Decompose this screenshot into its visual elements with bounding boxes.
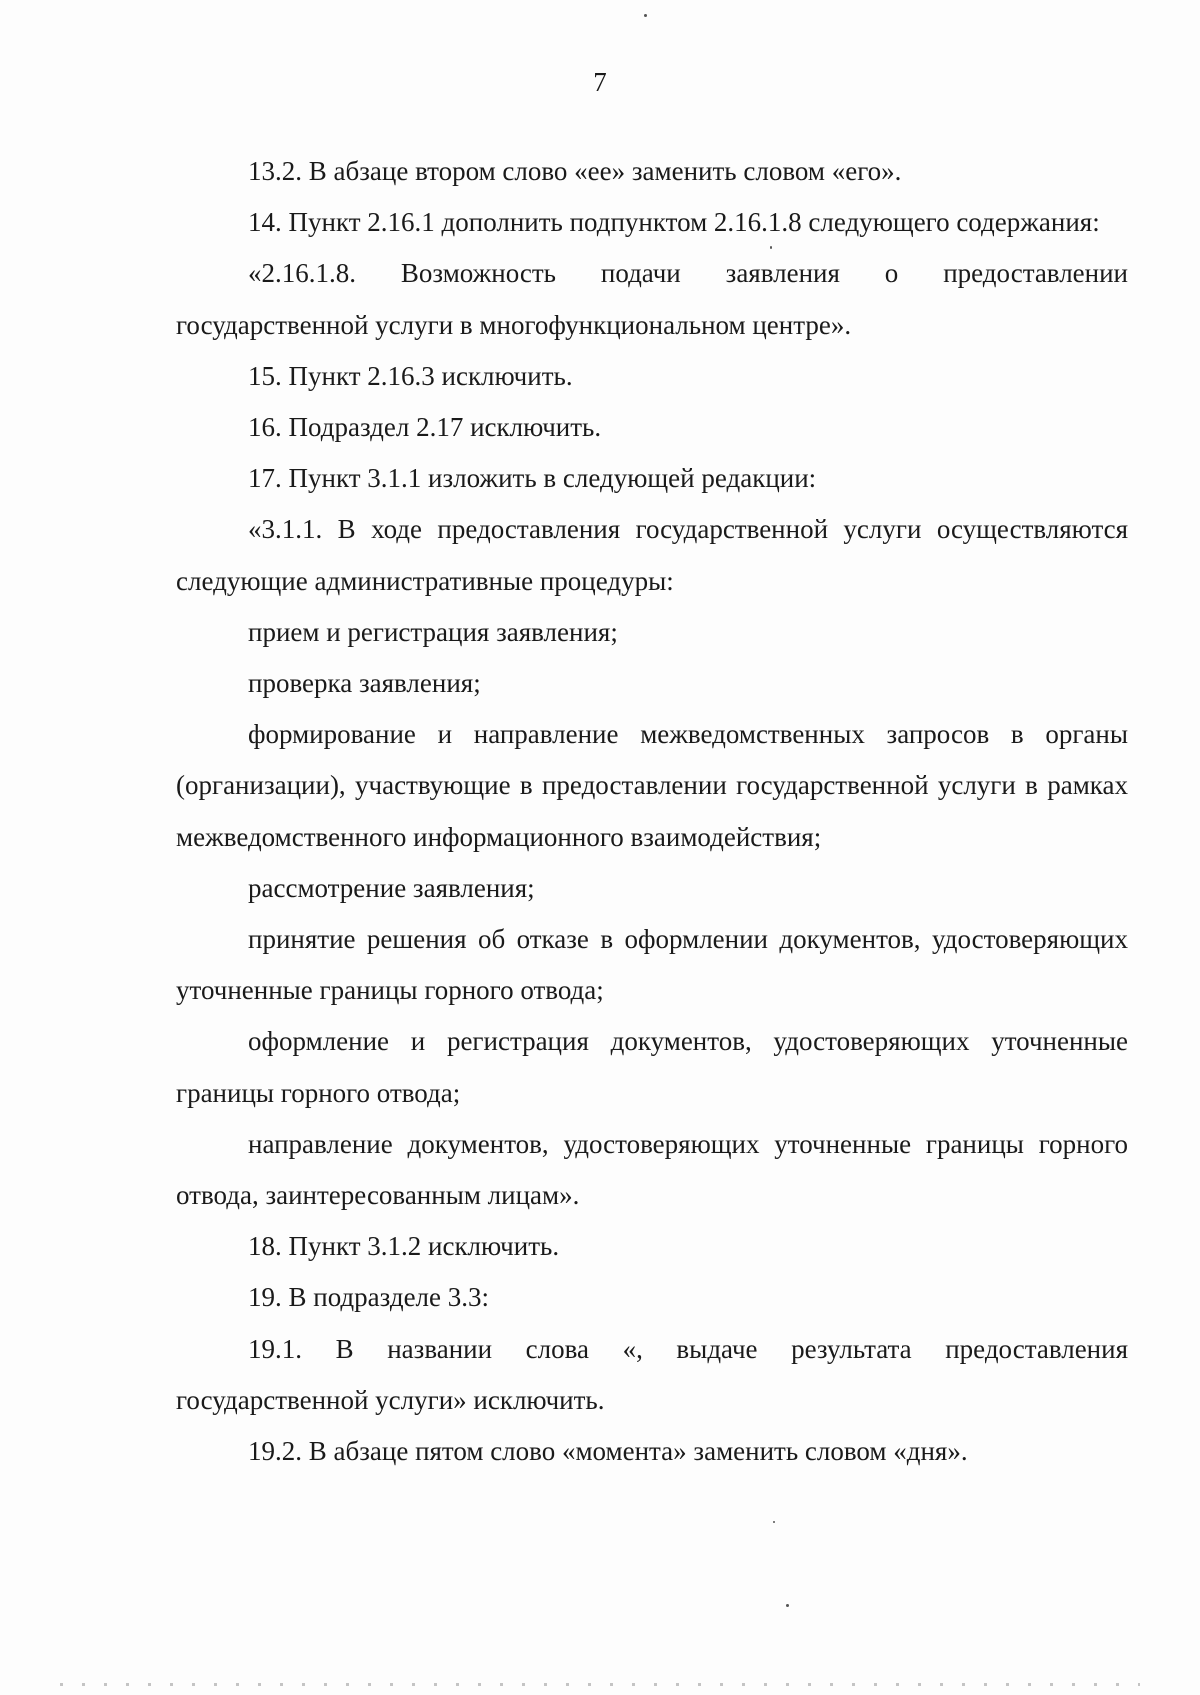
paragraph: 19.1. В названии слова «, выдаче результата предоставления государственной услуги» исключить. [176,1333,1128,1415]
paragraph: 18. Пункт 3.1.2 исключить. [248,1231,560,1262]
list-item: проверка заявления; [248,668,481,699]
paragraph: «3.1.1. В ходе предоставления государственной услуги осуществляются следующие административные процедуры: [176,514,1128,596]
paragraph: «2.16.1.8. Возможность подачи заявления о предоставлении государственной услуги в многофункциональном центре». [176,258,1128,340]
document-body [176,146,1128,1477]
page-number: 7 [593,67,607,97]
paragraph: 19. В подразделе 3.3: [248,1282,490,1313]
scan-speck [644,14,647,17]
list-item: оформление и регистрация документов, удостоверяющих уточненные границы горного отвода; [176,1026,1128,1108]
paragraph: 15. Пункт 2.16.3 исключить. [248,360,573,391]
list-item: направление документов, удостоверяющих уточненные границы горного отвода, заинтересованным лицам». [176,1128,1128,1211]
list-item: формирование и направление межведомственных запросов в органы (организации), участвующие в предоставлении государственной услуги в рамках межведомственного информационного взаимодействия; [176,719,1128,852]
paragraph: 19.2. В абзаце пятом слово «момента» заменить словом «дня». [248,1436,968,1467]
paragraph: 16. Подраздел 2.17 исключить. [248,412,602,443]
scan-speck [786,1604,789,1607]
scan-speck [773,1521,775,1523]
paragraph: 13.2. В абзаце втором слово «ее» заменить словом «его». [248,156,902,186]
scan-edge-noise [60,1683,1140,1686]
list-item: принятие решения об отказе в оформлении документов, удостоверяющих уточненные границы горного отвода; [176,924,1128,1006]
scan-speck [770,246,772,249]
paragraph: 17. Пункт 3.1.1 изложить в следующей редакции: [248,463,817,494]
paragraph: 14. Пункт 2.16.1 дополнить подпунктом 2.16.1.8 следующего содержания: [248,207,1100,238]
list-item: прием и регистрация заявления; [248,616,618,647]
list-item: рассмотрение заявления; [248,872,535,903]
